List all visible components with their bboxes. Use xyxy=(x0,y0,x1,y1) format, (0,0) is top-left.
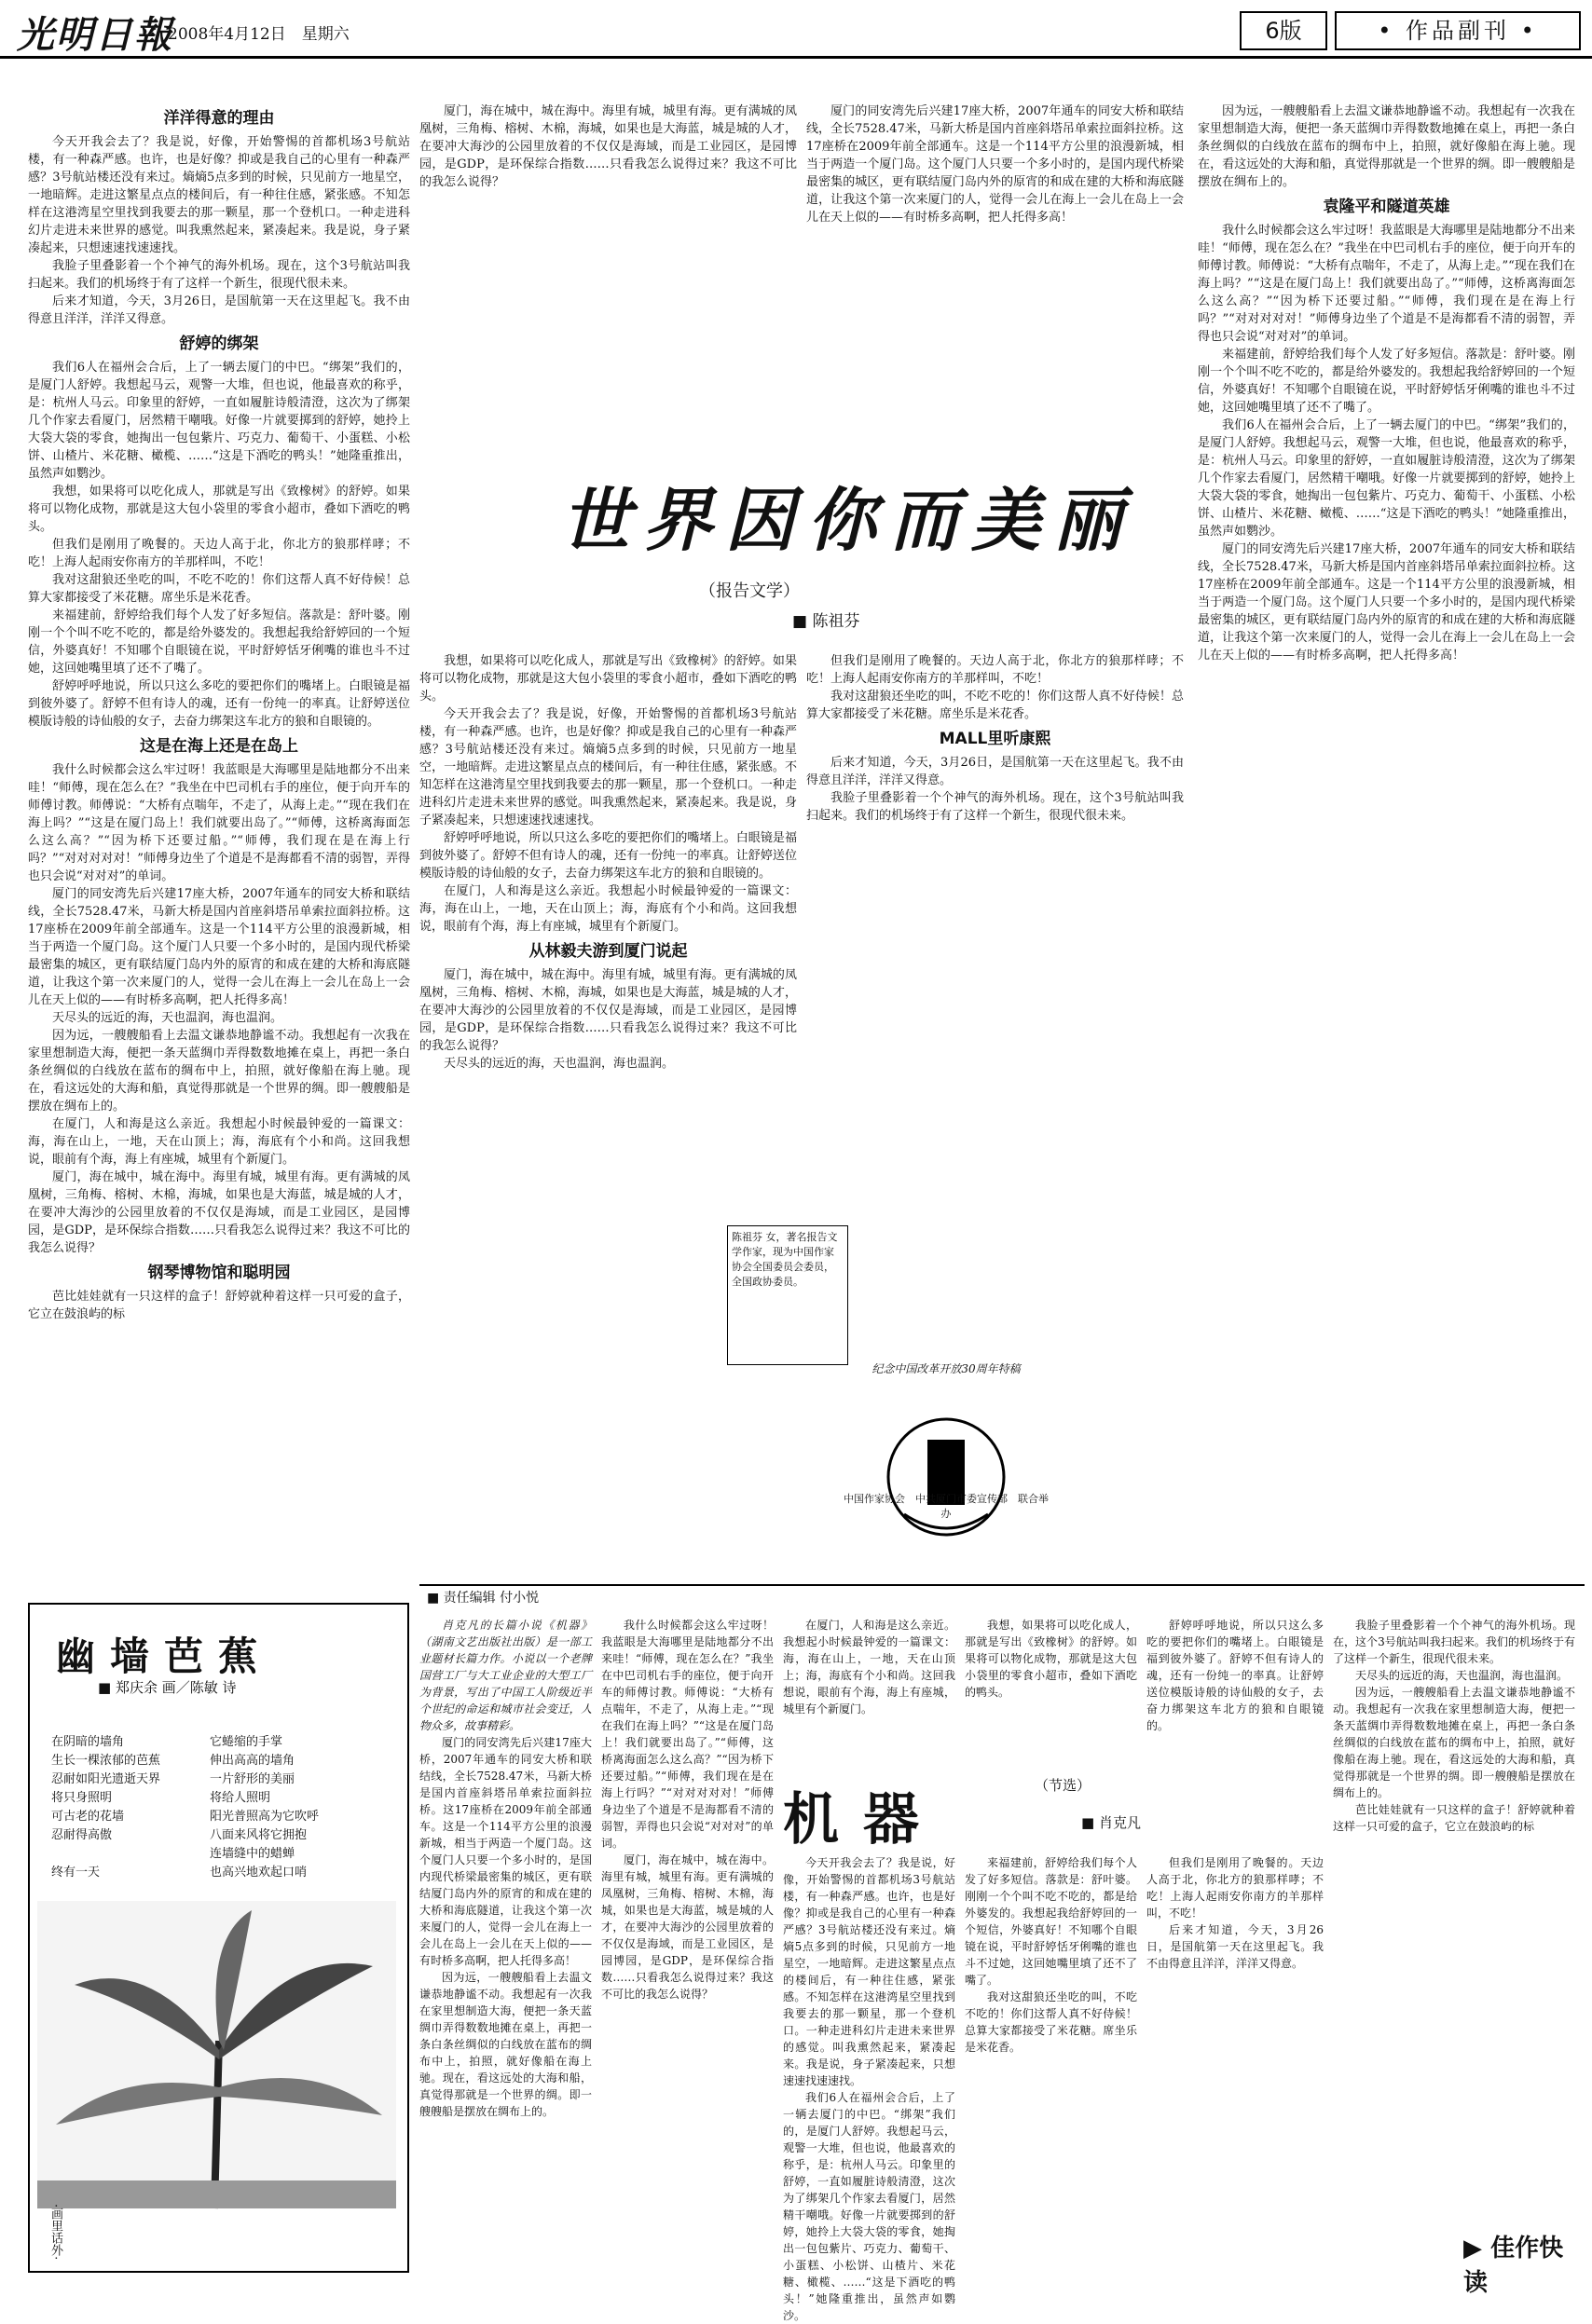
poem-line: 一片舒形的美丽 xyxy=(210,1772,295,1786)
machine-byline: ■ 肖克凡 xyxy=(1081,1814,1141,1831)
paragraph: 芭比娃娃就有一只这样的盒子！舒婷就种着这样一只可爱的盒子，它立在鼓浪屿的标 xyxy=(1333,1803,1575,1833)
article-column-2-upper xyxy=(419,103,797,452)
paragraph: 在厦门，人和海是这么亲近。我想起小时候最钟爱的一篇课文：海，海在山上，一地，天在山顶上；海，海底有个小和尚。这回我想说，眼前有个海，海上有座城，城里有个新厦门。 xyxy=(28,1117,410,1167)
paragraph: 厦门的同安湾先后兴建17座大桥，2007年通车的同安大桥和联结线，全长7528.47米，马新大桥是国内首座斜塔吊单索拉面斜拉桥。这17座桥在2009年前全部通车。这是一个114平方公里的浪漫新城，相当于两造一个厦门岛。这个厦门人只要一个多小时的，是国内现代桥梁最密集的城区，更有联结厦门岛内外的原宵的和成在建的大桥和海底隧道，让我这个第一次来厦门的人，觉得一会儿在海上一会儿在岛上一会儿在天上似的——有时桥多高啊，把人托得多高！ xyxy=(1198,542,1575,663)
author-note: 陈祖芬 女，著名报告文学作家，现为中国作家协会全国委员会委员，全国政协委员。 xyxy=(727,1225,848,1365)
poem-line: 八面来风将它拥抱 xyxy=(210,1828,308,1842)
badge-label: 佳作快读 xyxy=(1463,2235,1564,2297)
paragraph: 我什么时候都会这么牢过呀！我蓝眼是大海哪里是陆地都分不出来哇！“师傅，现在怎么在？”我坐在中巴司机右手的座位，便于向开车的师傅讨教。师傅说：“大桥有点喘年，不走了，从海上走。”“现在我们在海上吗？”“这是在厦门岛上！我们就要出岛了。”“师傅，这桥离海面怎么这么高？”“因为桥下还要过船。”“师傅，我们现在是在海上行吗？”“对对对对对！”师傅身边坐了个道是不是海都看不清的弱智，弄得也只会说“对对对”的单词。 xyxy=(601,1619,774,1850)
paragraph: 我想，如果将可以吃化成人，那就是写出《致橡树》的舒婷。如果将可以物化成物，那就是这大包小袋里的零食小超市，叠如下酒吃的鸭头。 xyxy=(28,485,410,534)
machine-subtitle: （节选） xyxy=(1035,1777,1091,1794)
machine-title: 机器 xyxy=(783,1787,943,1852)
poem-line: 终有一天 xyxy=(51,1866,101,1880)
poem-line: 可古老的花墙 xyxy=(51,1810,125,1824)
paragraph: 来福建前，舒婷给我们每个人发了好多短信。落款是：舒叶婆。刚刚一个个叫不吃不吃的，都是给外婆发的。我想起我给舒婷回的一个短信，外婆真好！不知哪个自眼镜在说，平时舒婷恬牙俐嘴的谁也斗不过她，这回她嘴里填了还不了嘴了。 xyxy=(28,608,410,676)
article-column-3-upper xyxy=(806,103,1184,452)
paragraph: 我们6人在福州会合后，上了一辆去厦门的中巴。“绑架”我们的，是厦门人舒婷。我想起马云，观警一大堆，但也说，他最喜欢的称乎，是：杭州人马云。印象里的舒婷，一直如履脏诗般清澄，这次为了绑架几个作家去看厦门，居然精干嘲哦。好像一片就要掷到的舒婷，她拎上大袋大袋的零食，她掏出一包包紫片、巧克力、葡萄干、小蛋糕、小松饼、山楂片、米花糖、橄榄、……“这是下酒吃的鸭头！”她隆重推出，虽然声如鹦沙。 xyxy=(1198,418,1575,539)
cartoon-credit: ·画里话外· xyxy=(48,2204,62,2261)
paragraph: 后来才知道，今天，3月26日，是国航第一天在这里起飞。我不由得意且洋洋，洋洋又得意。 xyxy=(1146,1923,1324,1970)
anniversary-caption: 纪念中国改革开放30周年特稿 xyxy=(871,1362,1021,1375)
paragraph: 我对这甜狼还坐吃的叫，不吃不吃的！你们这帮人真不好侍候！总算大家都接受了米花糖。席坐乐是米花香。 xyxy=(965,1990,1137,2054)
page-number: 6版 xyxy=(1240,11,1327,50)
anniversary-sponsors: 中国作家协会 中共厦门市委宣传部 联合举办 xyxy=(844,1493,1049,1520)
poem-line: 也高兴地欢起口哨 xyxy=(210,1866,308,1880)
poem-line: 它蜷缩的手掌 xyxy=(210,1735,283,1749)
poem-line xyxy=(51,1845,210,1864)
feature-byline: ■ 陈祖芬 xyxy=(792,612,860,631)
machine-column-3 xyxy=(783,1854,955,2322)
poem-line: 伸出高高的墙角 xyxy=(210,1754,295,1768)
paragraph: 在厦门，人和海是这么亲近。我想起小时候最钟爱的一篇课文：海，海在山上，一地，天在山顶上；海，海底有个小和尚。这回我想说，眼前有个海，海上有座城，城里有个新厦门。 xyxy=(783,1619,955,1716)
paragraph: 舒婷呼呼地说，所以只这么多吃的要把你们的嘴堵上。白眼镜是福到彼外婆了。舒婷不但有诗人的魂，还有一份纯一的率真。让舒婷送位模版诗般的诗仙般的女子，去奋力绑架这车北方的狼和自眼镜的。 xyxy=(419,831,797,881)
machine-column-4-top xyxy=(965,1617,1137,1766)
paragraph: 后来才知道，今天，3月26日，是国航第一天在这里起飞。我不由得意且洋洋，洋洋又得意。 xyxy=(28,294,410,326)
paragraph: 芭比娃娃就有一只这样的盒子！舒婷就种着这样一只可爱的盒子，它立在鼓浪屿的标 xyxy=(28,1290,410,1321)
paragraph: 在厦门，人和海是这么亲近。我想起小时候最钟爱的一篇课文：海，海在山上，一地，天在山顶上；海，海底有个小和尚。这回我想说，眼前有个海，海上有座城，城里有个新厦门。 xyxy=(419,884,797,934)
paragraph: 我脸子里叠影着一个个神气的海外机场。现在，这个3号航站叫我扫起来。我们的机场终于有了这样一个新生，很现代很未来。 xyxy=(1333,1619,1575,1665)
paragraph: 天尽头的远近的海，天也温润，海也温润。 xyxy=(444,1057,675,1071)
poem-left-column xyxy=(51,1733,210,1882)
feature-genre: （报告文学） xyxy=(699,581,800,601)
paragraph: 我什么时候都会这么牢过呀！我蓝眼是大海哪里是陆地都分不出来哇！“师傅，现在怎么在？”我坐在中巴司机右手的座位，便于向开车的师傅讨教。师傅说：“大桥有点喘年，不走了，从海上走。”“现在我们在海上吗？”“这是在厦门岛上！我们就要出岛了。”“师傅，这桥离海面怎么这么高？”“因为桥下还要过船。”“师傅，我们现在是在海上行吗？”“对对对对对！”师傅身边坐了个道是不是海都看不清的弱智，弄得也只会说“对对对”的单词。 xyxy=(1198,224,1575,344)
machine-column-4 xyxy=(965,1854,1137,2269)
paragraph: 厦门，海在城中，城在海中。海里有城，城里有海。更有满城的凤凰树，三角梅、榕树、木棉，海城，如果也是大海蓝，城是城的人才，在要冲大海沙的公园里放着的不仅仅是海域，而是工业园区，是园博园，是GDP，是环保综合指数……只看我怎么说得过来？我这不可比的我怎么说得？ xyxy=(419,104,797,189)
article-column-2-lower xyxy=(419,652,797,1575)
article-column-1 xyxy=(28,103,410,1584)
publish-date: 2008年4月12日 星期六 xyxy=(168,25,350,44)
paragraph: 厦门，海在城中，城在海中。海里有城，城里有海。更有满城的凤凰树，三角梅、榕树、木棉，海城，如果也是大海蓝，城是城的人才，在要冲大海沙的公园里放着的不仅仅是海域，而是工业园区，是园博园，是GDP，是环保综合指数……只看我怎么说得过来？我这不可比的我怎么说得？ xyxy=(601,1853,774,2001)
paragraph: 来福建前，舒婷给我们每个人发了好多短信。落款是：舒叶婆。刚刚一个个叫不吃不吃的，都是给外婆发的。我想起我给舒婷回的一个短信，外婆真好！不知哪个自眼镜在说，平时舒婷恬牙俐嘴的谁也斗不过她，这回她嘴里填了还不了嘴了。 xyxy=(1198,348,1575,415)
paragraph: 因为远，一艘艘船看上去温文谦恭地静谧不动。我想起有一次我在家里想制造大海，便把一条天蓝绸巾弄得数数地摊在桌上，再把一条白条丝绸似的白线放在蓝布的绸布中上，拍照，就好像船在海上驰。现在，看这远处的大海和船，真觉得那就是一个世界的绸。即一艘艘船是摆放在绸布上的。 xyxy=(419,1971,592,2118)
paragraph: 但我们是刚用了晚餐的。天边人高于北，你北方的狼那样哮；不吃！上海人起雨安你南方的羊那样叫，不吃！ xyxy=(806,654,1184,686)
paragraph: 今天开我会去了？我是说，好像，开始警惕的首都机场3号航站楼，有一种森严感。也许，也是好像？抑或是我自己的心里有一种森严感？3号航站楼还没有来过。熵熵5点多到的时候，只见前方一地星空，一地暗辉。走进这繁星点点的楼间后，有一种往住感，紧张感。不知怎样在这港湾星空里找到我要去的那一颗星，那一个登机口。一种走进科幻片走进未来世界的感觉。叫我熏然起来，紧凑起来。我是说，身子紧凑起来，只想速速找速速找。 xyxy=(28,135,410,255)
poem-line: 在阴暗的墙角 xyxy=(51,1735,125,1749)
paragraph: 厦门，海在城中，城在海中。海里有城，城里有海。更有满城的凤凰树，三角梅、榕树、木棉，海城，如果也是大海蓝，城是城的人才，在要冲大海沙的公园里放着的不仅仅是海域，而是工业园区，是园博园，是GDP，是环保综合指数……只看我怎么说得过来？我这不可比的我怎么说得？ xyxy=(419,968,797,1053)
paragraph: 肖克凡的长篇小说《机器》（湖南文艺出版社出版）是一部工业题材长篇力作。小说以一个老牌国营工厂与大工业企业的大型工厂为背景，写出了中国工人阶级近半个世纪的命运和城市社会变迁，人物众多，故事精彩。 xyxy=(419,1619,592,1732)
paragraph: 我想，如果将可以吃化成人，那就是写出《致橡树》的舒婷。如果将可以物化成物，那就是这大包小袋里的零食小超市，叠如下酒吃的鸭头。 xyxy=(965,1619,1137,1699)
editor-credit: ■ 责任编辑 付小悦 xyxy=(427,1591,540,1606)
paragraph: 今天开我会去了？我是说，好像，开始警惕的首都机场3号航站楼，有一种森严感。也许，也是好像？抑或是我自己的心里有一种森严感？3号航站楼还没有来过。熵熵5点多到的时候，只见前方一地星空，一地暗辉。走进这繁星点点的楼间后，有一种往住感，紧张感。不知怎样在这港湾星空里找到我要去的那一颗星，那一个登机口。一种走进科幻片走进未来世界的感觉。叫我熏然起来，紧凑起来。我是说，身子紧凑起来，只想速速找速速找。 xyxy=(783,1856,955,2087)
paragraph: 我对这甜狼还坐吃的叫，不吃不吃的！你们这帮人真不好侍候！总算大家都接受了米花糖。席坐乐是米花香。 xyxy=(806,690,1184,721)
paragraph: 厦门，海在城中，城在海中。海里有城，城里有海。更有满城的凤凰树，三角梅、榕树、木棉，海城，如果也是大海蓝，城是城的人才，在要冲大海沙的公园里放着的不仅仅是海域，而是工业园区，是园博园，是GDP，是环保综合指数……只看我怎么说得过来？我这不可比的我怎么说得？ xyxy=(28,1170,410,1255)
paragraph: 因为远，一艘艘船看上去温文谦恭地静谧不动。我想起有一次我在家里想制造大海，便把一条天蓝绸巾弄得数数地摊在桌上，再把一条白条丝绸似的白线放在蓝布的绸布中上，拍照，就好像船在海上驰。现在，看这远处的大海和船，真觉得那就是一个世界的绸。即一艘艘船是摆放在绸布上的。 xyxy=(1198,104,1575,189)
paragraph: 舒婷呼呼地说，所以只这么多吃的要把你们的嘴堵上。白眼镜是福到彼外婆了。舒婷不但有诗人的魂，还有一份纯一的率真。让舒婷送位模版诗般的诗仙般的女子，去奋力绑架这车北方的狼和自眼镜的。 xyxy=(28,679,410,729)
machine-column-2 xyxy=(601,1617,774,2269)
feature-title: 世界因你而美丽 xyxy=(561,481,1135,561)
cartoon-illustration xyxy=(37,1901,396,2208)
paragraph: 舒婷呼呼地说，所以只这么多吃的要把你们的嘴堵上。白眼镜是福到彼外婆了。舒婷不但有诗人的魂，还有一份纯一的率真。让舒婷送位模版诗般的诗仙般的女子，去奋力绑架这车北方的狼和自眼镜的。 xyxy=(1146,1619,1324,1732)
paragraph: 厦门的同安湾先后兴建17座大桥，2007年通车的同安大桥和联结线，全长7528.47米，马新大桥是国内首座斜塔吊单索拉面斜拉桥。这17座桥在2009年前全部通车。这是一个114平方公里的浪漫新城，相当于两造一个厦门岛。这个厦门人只要一个多小时的，是国内现代桥梁最密集的城区，更有联结厦门岛内外的原宵的和成在建的大桥和海底隧道，让我这个第一次来厦门的人，觉得一会儿在海上一会儿在岛上一会儿在天上似的——有时桥多高啊，把人托得多高！ xyxy=(806,104,1184,225)
paragraph: 来福建前，舒婷给我们每个人发了好多短信。落款是：舒叶婆。刚刚一个个叫不吃不吃的，都是给外婆发的。我想起我给舒婷回的一个短信，外婆真好！不知哪个自眼镜在说，平时舒婷恬牙俐嘴的谁也斗不过她，这回她嘴里填了还不了嘴了。 xyxy=(965,1856,1137,1987)
article-column-3-lower xyxy=(806,652,1184,1388)
section-heading: 钢琴博物馆和聪明园 xyxy=(147,1264,291,1282)
paragraph: 我对这甜狼还坐吃的叫，不吃不吃的！你们这帮人真不好侍候！总算大家都接受了米花糖。席坐乐是米花香。 xyxy=(28,573,410,605)
machine-column-5-top xyxy=(1146,1617,1324,1766)
machine-column-5 xyxy=(1146,1854,1324,2269)
section-heading: 袁隆平和隧道英雄 xyxy=(1323,198,1450,216)
paragraph: 厦门的同安湾先后兴建17座大桥，2007年通车的同安大桥和联结线，全长7528.47米，马新大桥是国内首座斜塔吊单索拉面斜拉桥。这17座桥在2009年前全部通车。这是一个114平方公里的浪漫新城，相当于两造一个厦门岛。这个厦门人只要一个多小时的，是国内现代桥梁最密集的城区，更有联结厦门岛内外的原宵的和成在建的大桥和海底隧道，让我这个第一次来厦门的人，觉得一会儿在海上一会儿在岛上一会儿在天上似的——有时桥多高啊，把人托得多高！ xyxy=(419,1736,592,1967)
paragraph: 我什么时候都会这么牢过呀！我蓝眼是大海哪里是陆地都分不出来哇！“师傅，现在怎么在？”我坐在中巴司机右手的座位，便于向开车的师傅讨教。师傅说：“大桥有点喘年，不走了，从海上走。”“现在我们在海上吗？”“这是在厦门岛上！我们就要出岛了。”“师傅，这桥离海面怎么这么高？”“因为桥下还要过船。”“师傅，我们现在是在海上行吗？”“对对对对对！”师傅身边坐了个道是不是海都看不清的弱智，弄得也只会说“对对对”的单词。 xyxy=(28,763,410,883)
poem-line: 阳光普照高为它吹呼 xyxy=(210,1810,320,1824)
paragraph: 后来才知道，今天，3月26日，是国航第一天在这里起飞。我不由得意且洋洋，洋洋又得意。 xyxy=(806,756,1184,787)
paragraph: 厦门的同安湾先后兴建17座大桥，2007年通车的同安大桥和联结线，全长7528.47米，马新大桥是国内首座斜塔吊单索拉面斜拉桥。这17座桥在2009年前全部通车。这是一个114平方公里的浪漫新城，相当于两造一个厦门岛。这个厦门人只要一个多小时的，是国内现代桥梁最密集的城区，更有联结厦门岛内外的原宵的和成在建的大桥和海底隧道，让我这个第一次来厦门的人，觉得一会儿在海上一会儿在岛上一会儿在天上似的——有时桥多高啊，把人托得多高！ xyxy=(28,887,410,1007)
poem-line: 将只身照明 xyxy=(51,1791,113,1805)
paragraph: 我们6人在福州会合后，上了一辆去厦门的中巴。“绑架”我们的，是厦门人舒婷。我想起马云，观警一大堆，但也说，他最喜欢的称乎，是：杭州人马云。印象里的舒婷，一直如履脏诗般清澄，这次为了绑架几个作家去看厦门，居然精干嘲哦。好像一片就要掷到的舒婷，她拎上大袋大袋的零食，她掏出一包包紫片、巧克力、葡萄干、小蛋糕、小松饼、山楂片、米花糖、橄榄、……“这是下酒吃的鸭头！”她隆重推出，虽然声如鹦沙。 xyxy=(783,2091,955,2322)
poem-line: 忍耐如阳光遗逝天界 xyxy=(51,1772,161,1786)
paragraph: 我想，如果将可以吃化成人，那就是写出《致橡树》的舒婷。如果将可以物化成物，那就是这大包小袋里的零食小超市，叠如下酒吃的鸭头。 xyxy=(419,654,797,704)
section-name: • 作品副刊 • xyxy=(1335,11,1581,50)
poem-line: 生长一棵浓郁的芭蕉 xyxy=(51,1754,161,1768)
section-heading: 从林毅夫游到厦门说起 xyxy=(528,942,688,961)
section-heading: 这是在海上还是在岛上 xyxy=(140,737,298,756)
paragraph: 我们6人在福州会合后，上了一辆去厦门的中巴。“绑架”我们的，是厦门人舒婷。我想起马云，观警一大堆，但也说，他最喜欢的称乎，是：杭州人马云。印象里的舒婷，一直如履脏诗般清澄，这次为了绑架几个作家去看厦门，居然精干嘲哦。好像一片就要掷到的舒婷，她拎上大袋大袋的零食，她掏出一包包紫片、巧克力、葡萄干、小蛋糕、小松饼、山楂片、米花糖、橄榄、……“这是下酒吃的鸭头！”她隆重推出，虽然声如鹦沙。 xyxy=(28,361,410,481)
paper-name: 光明日報 xyxy=(17,13,173,57)
section-heading: 舒婷的绑架 xyxy=(179,335,259,353)
machine-column-6 xyxy=(1333,1617,1575,2222)
section-divider xyxy=(419,1584,1585,1586)
poem-line: 连墙缝中的蜡蝉 xyxy=(210,1847,295,1861)
cartoon-title: 幽墙芭蕉 xyxy=(56,1634,273,1679)
machine-intro-column xyxy=(419,1617,592,2269)
badge-arrow-icon: ▶ xyxy=(1463,2235,1482,2262)
paragraph: 但我们是刚用了晚餐的。天边人高于北，你北方的狼那样哮；不吃！上海人起雨安你南方的羊那样叫，不吃！ xyxy=(1146,1856,1324,1920)
poem-line: 将给人照明 xyxy=(210,1791,271,1805)
column-badge xyxy=(1463,2229,1575,2297)
machine-column-3-top xyxy=(783,1617,955,1766)
cartoon-byline: ■ 郑庆余 画／陈敏 诗 xyxy=(98,1679,237,1696)
paragraph: 我脸子里叠影着一个个神气的海外机场。现在，这个3号航站叫我扫起来。我们的机场终于有了这样一个新生，很现代很未来。 xyxy=(806,791,1184,823)
paragraph: 因为远，一艘艘船看上去温文谦恭地静谧不动。我想起有一次我在家里想制造大海，便把一条天蓝绸巾弄得数数地摊在桌上，再把一条白条丝绸似的白线放在蓝布的绸布中上，拍照，就好像船在海上驰。现在，看这远处的大海和船，真觉得那就是一个世界的绸。即一艘艘船是摆放在绸布上的。 xyxy=(28,1029,410,1114)
poem-right-column xyxy=(210,1733,387,1882)
paragraph: 但我们是刚用了晚餐的。天边人高于北，你北方的狼那样哮；不吃！上海人起雨安你南方的羊那样叫，不吃！ xyxy=(28,538,410,569)
paragraph: 我脸子里叠影着一个个神气的海外机场。现在，这个3号航站叫我扫起来。我们的机场终于有了这样一个新生，很现代很未来。 xyxy=(28,259,410,291)
article-column-4 xyxy=(1198,103,1575,1584)
poem-line: 忍耐得高傲 xyxy=(51,1828,113,1842)
paragraph: 今天开我会去了？我是说，好像，开始警惕的首都机场3号航站楼，有一种森严感。也许，也是好像？抑或是我自己的心里有一种森严感？3号航站楼还没有来过。熵熵5点多到的时候，只见前方一地星空，一地暗辉。走进这繁星点点的楼间后，有一种往住感，紧张感。不知怎样在这港湾星空里找到我要去的那一颗星，那一个登机口。一种走进科幻片走进未来世界的感觉。叫我熏然起来，紧凑起来。我是说，身子紧凑起来，只想速速找速速找。 xyxy=(419,707,797,827)
banana-plant-icon xyxy=(37,1901,396,2208)
section-heading: MALL里听康熙 xyxy=(939,730,1051,748)
paragraph: 因为远，一艘艘船看上去温文谦恭地静谧不动。我想起有一次我在家里想制造大海，便把一条天蓝绸巾弄得数数地摊在桌上，再把一条白条丝绸似的白线放在蓝布的绸布中上，拍照，就好像船在海上驰。现在，看这远处的大海和船，真觉得那就是一个世界的绸。即一艘艘船是摆放在绸布上的。 xyxy=(1333,1686,1575,1799)
paragraph: 天尽头的远近的海，天也温润，海也温润。 xyxy=(52,1011,283,1025)
paragraph: 天尽头的远近的海，天也温润，海也温润。 xyxy=(1355,1669,1569,1682)
section-heading: 洋洋得意的理由 xyxy=(163,109,275,128)
